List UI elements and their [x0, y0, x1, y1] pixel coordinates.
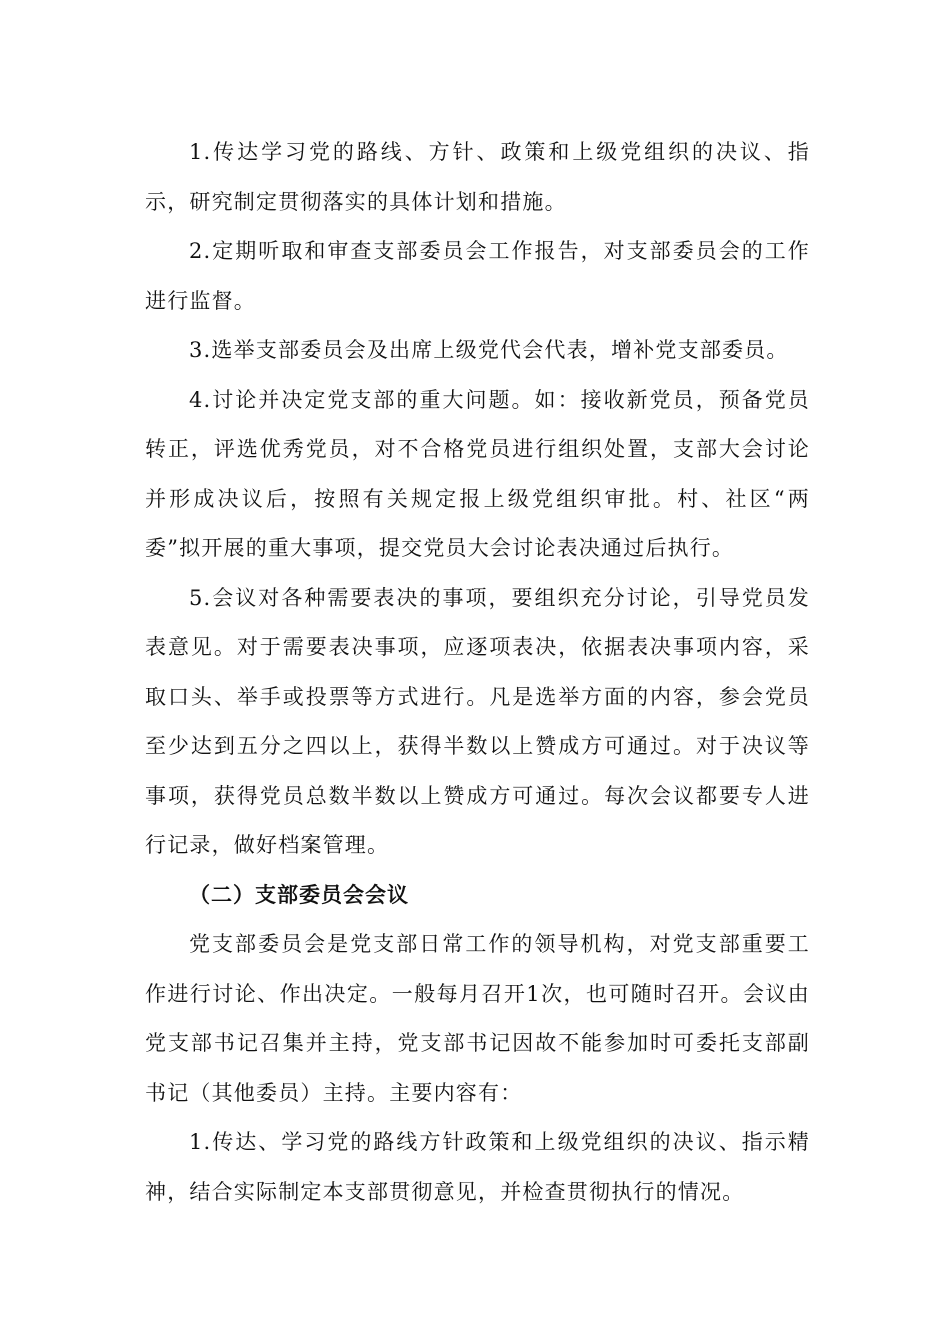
section-heading: （二）支部委员会会议	[189, 882, 409, 907]
paragraph-item-1: 1.传达学习党的路线、方针、政策和上级党组织的决议、指示，研究制定贯彻落实的具体计划和措施。	[145, 140, 810, 214]
paragraph-item-4: 4.讨论并决定党支部的重大问题。如：接收新党员，预备党员转正，评选优秀党员，对不合格党员进行组织处置，支部大会讨论并形成决议后，按照有关规定报上级党组织审批。村、社区“两委”拟开展的重大事项，提交党员大会讨论表决通过后执行。	[145, 387, 810, 560]
document-body	[145, 128, 810, 1217]
section-paragraph-intro: 党支部委员会是党支部日常工作的领导机构，对党支部重要工作进行讨论、作出决定。一般每月召开1次，也可随时召开。会议由党支部书记召集并主持，党支部书记因故不能参加时可委托支部副书记（其他委员）主持。主要内容有：	[145, 932, 810, 1105]
paragraph-item-2: 2.定期听取和审查支部委员会工作报告，对支部委员会的工作进行监督。	[145, 239, 810, 313]
paragraph-item-5: 5.会议对各种需要表决的事项，要组织充分讨论，引导党员发表意见。对于需要表决事项，应逐项表决，依据表决事项内容，采取口头、举手或投票等方式进行。凡是选举方面的内容，参会党员至少达到五分之四以上，获得半数以上赞成方可通过。对于决议等事项，获得党员总数半数以上赞成方可通过。每次会议都要专人进行记录，做好档案管理。	[145, 585, 810, 857]
paragraph-item-3: 3.选举支部委员会及出席上级党代会代表，增补党支部委员。	[189, 338, 789, 362]
section-paragraph-item-1: 1.传达、学习党的路线方针政策和上级党组织的决议、指示精神，结合实际制定本支部贯彻意见，并检查贯彻执行的情况。	[145, 1130, 810, 1204]
